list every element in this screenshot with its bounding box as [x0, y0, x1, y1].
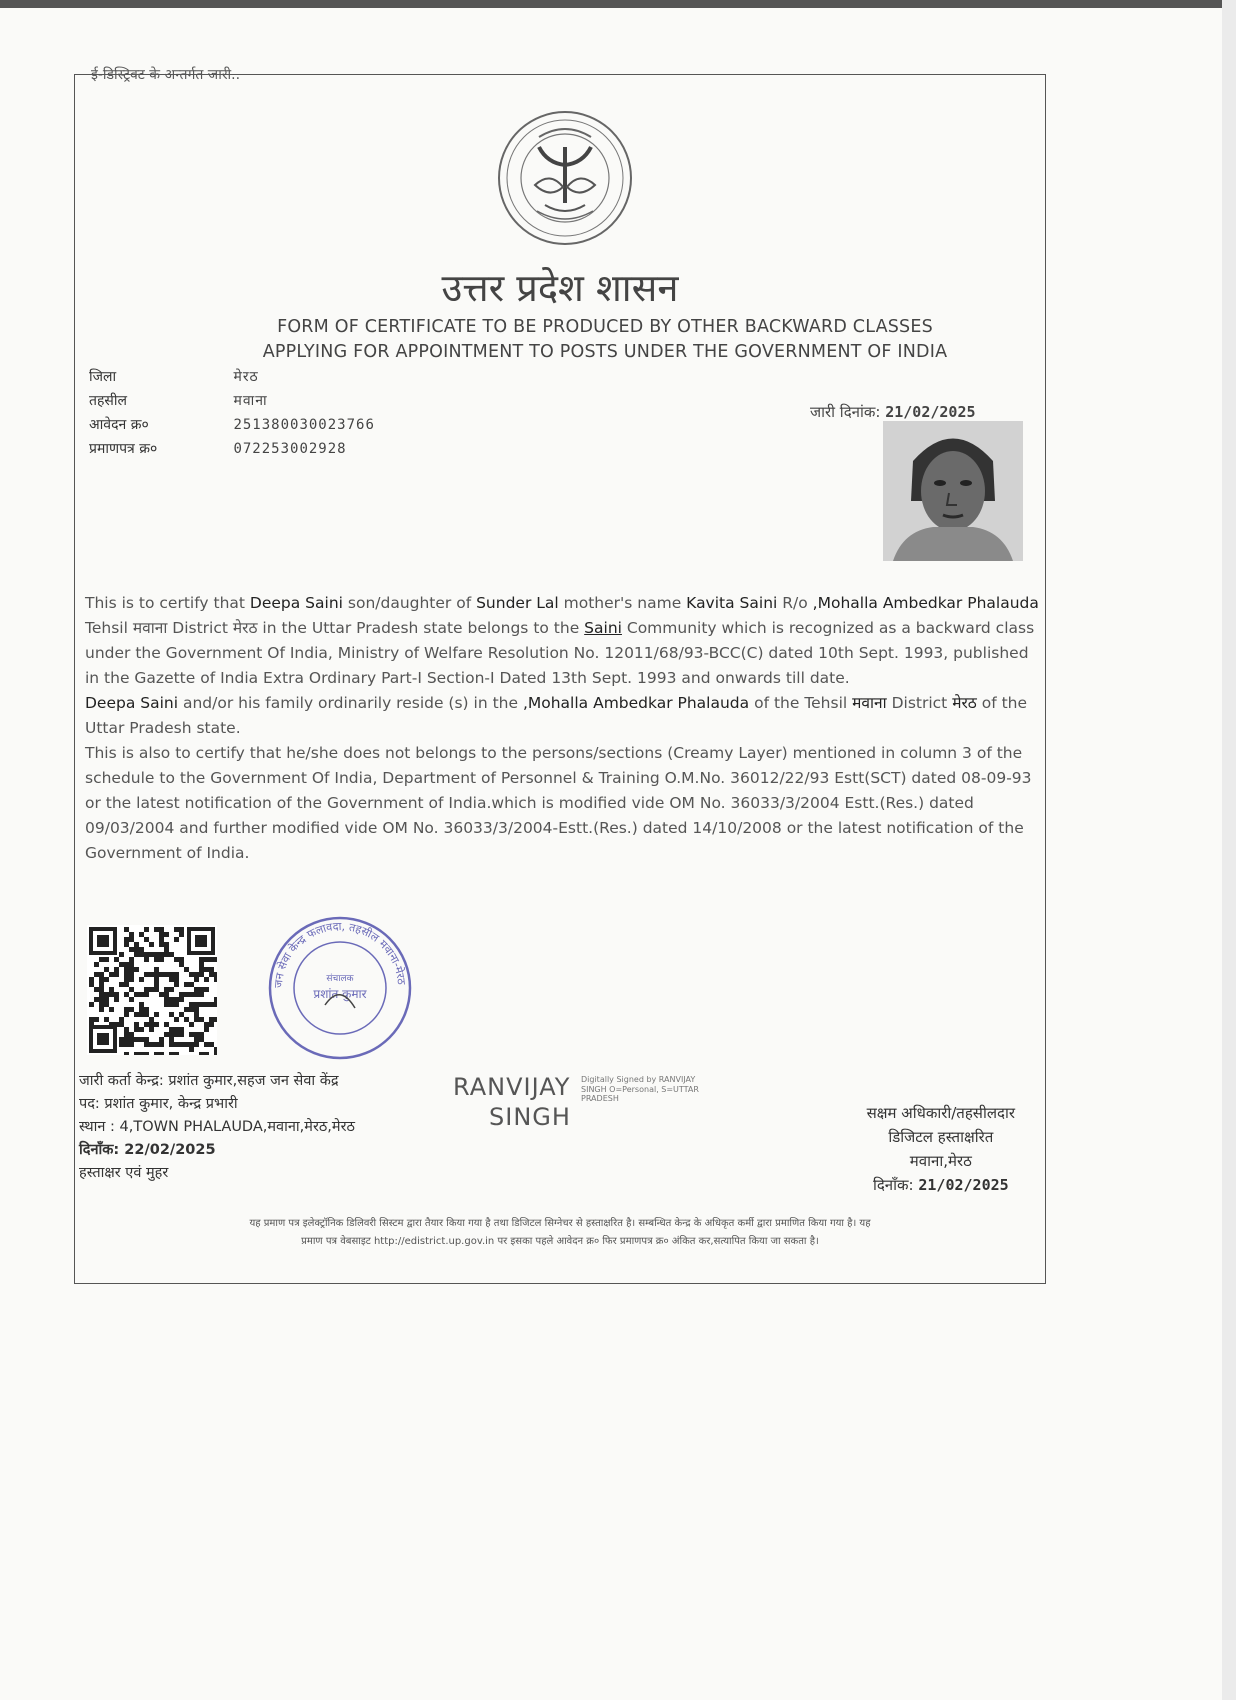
issuer-center: जारी कर्ता केन्द्र: प्रशांत कुमार,सहज जन सेवा केंद्र — [79, 1073, 339, 1089]
officer-title: सक्षम अधिकारी/तहसीलदार — [866, 1104, 1015, 1122]
tehsil-row — [89, 389, 375, 413]
certificate-row — [89, 437, 375, 461]
form-title-line-2: APPLYING FOR APPOINTMENT TO POSTS UNDER THE GOVERNMENT OF INDIA — [262, 342, 948, 362]
sig-info-line: Digitally Signed by RANVIJAY — [581, 1075, 696, 1084]
signer-name-line-2: SINGH — [489, 1103, 571, 1131]
text: mother's name — [558, 594, 687, 612]
scan-edge-right — [1222, 0, 1236, 1700]
text: son/daughter of — [342, 594, 477, 612]
up-government-emblem-icon — [495, 107, 635, 249]
text: Tehsil — [85, 619, 133, 637]
seal-outer-text: जन सेवा केन्द्र फलावदा, तहसील मवाना-मेरठ — [271, 919, 408, 989]
officer-date-label: दिनाँक: — [872, 1176, 914, 1194]
community-name: Saini — [584, 619, 622, 637]
qr-code-icon — [87, 925, 217, 1055]
competent-officer — [867, 1101, 1015, 1197]
footer-line-1: यह प्रमाण पत्र इलेक्ट्रॉनिक डिलिवरी सिस्टम द्वारा तैयार किया गया है तथा डिजिटल सिग्नेचर से हस्ताक्षरित है। सम्बन्धित केन्द्र के अधिकृत कर्मी द्वारा प्रमाणित किया गया है। यह — [249, 1218, 871, 1229]
officer-date — [867, 1173, 1015, 1197]
text: R/o — [777, 594, 813, 612]
application-label: आवेदन क्र० — [89, 417, 149, 433]
applicant-photo — [883, 421, 1023, 561]
district-name: मेरठ — [232, 619, 258, 637]
officer-place: मवाना,मेरठ — [909, 1152, 972, 1170]
scan-edge-top — [0, 0, 1236, 8]
form-title — [185, 315, 1025, 365]
paragraph-creamy-layer: This is also to certify that he/she does not belongs to the persons/sections (Creamy Layer) mentioned in column 3 of the schedule to the Government Of India, Department of Personnel & Training O.M.No. 36012/22/93 Estt(SCT) dated 08-09-93 or the latest notification of the Government of India.which is modified vide OM No. 36033/3/2004 Estt.(Res.) dated 09/03/2004 and further modified vide OM No. 36033/3/2004-Estt.(Res.) dated 14/10/2008 or the latest notification of the Government of India. — [85, 744, 1032, 862]
tehsil-name: मवाना — [132, 619, 168, 637]
digital-signature-info — [581, 1075, 699, 1104]
issued-under-note: ई-डिस्ट्रिक्ट के अन्तर्गत जारी.. — [91, 67, 241, 83]
seal-inner-top: संचालक — [326, 974, 354, 984]
certificate-frame — [74, 67, 1046, 1284]
text: District — [167, 619, 233, 637]
text: of the Tehsil — [749, 694, 853, 712]
round-seal-icon — [265, 913, 415, 1063]
certificate-number: 072253002928 — [233, 441, 347, 457]
district-row — [89, 365, 375, 389]
application-row — [89, 413, 375, 437]
issuer-sign-seal: हस्ताक्षर एवं मुहर — [79, 1165, 169, 1181]
issuer-place: स्थान : 4,TOWN PHALAUDA,मवाना,मेरठ,मेरठ — [79, 1119, 355, 1135]
government-title: उत्तर प्रदेश शासन — [441, 266, 679, 310]
text: Community which is recognized as a backward class under the Government Of India, Ministry of Welfare Resolution No. 12011/68/93-BCC(C) dated 10th Sept. 1993, published in the Gazette of India Extra Ordinary Part-I Section-I Dated 13th Sept. 1993 and onwards till date. — [85, 619, 1035, 687]
application-number: 251380030023766 — [233, 417, 375, 433]
tehsil-name: मवाना — [852, 694, 887, 712]
signer-name-line-1: RANVIJAY — [453, 1073, 571, 1101]
issue-date — [810, 402, 976, 422]
district-value: मेरठ — [233, 369, 259, 385]
tehsil-value: मवाना — [233, 393, 268, 409]
digital-signature — [453, 1073, 753, 1133]
form-title-line-1: FORM OF CERTIFICATE TO BE PRODUCED BY OTHER BACKWARD CLASSES — [277, 317, 933, 337]
residence-address: ,Mohalla Ambedkar Phalauda — [522, 694, 750, 712]
issuer-date-value: 22/02/2025 — [124, 1142, 216, 1158]
issuer-post: पद: प्रशांत कुमार, केन्द्र प्रभारी — [79, 1096, 238, 1112]
footer-line-2: प्रमाण पत्र वेबसाइट http://edistrict.up.gov.in पर इसका पहले आवेदन क्र० फिर प्रमाणपत्र क्र० अंकित कर,सत्यापित किया जा सकता है। — [301, 1236, 819, 1247]
father-name: Sunder Lal — [476, 594, 559, 612]
mother-name: Kavita Saini — [686, 594, 778, 612]
issuer-date — [79, 1139, 355, 1162]
residence-address: ,Mohalla Ambedkar Phalauda — [812, 594, 1039, 612]
issue-date-value: 21/02/2025 — [885, 403, 976, 421]
paragraph-certification — [85, 591, 1040, 691]
issuer-date-label: दिनाँक: — [79, 1142, 120, 1158]
certificate-meta — [89, 365, 375, 461]
sig-info-line: PRADESH — [581, 1094, 619, 1103]
text: District — [886, 694, 953, 712]
certificate-body — [85, 591, 1040, 866]
paragraph-residence — [85, 691, 1040, 741]
text: This is to certify that — [85, 594, 250, 612]
officer-digital: डिजिटल हस्ताक्षरित — [888, 1128, 994, 1146]
officer-date-value: 21/02/2025 — [918, 1176, 1009, 1194]
applicant-name: Deepa Saini — [85, 694, 179, 712]
district-name: मेरठ — [952, 694, 977, 712]
tehsil-label: तहसील — [89, 393, 127, 409]
text: in the Uttar Pradesh state belongs to the — [257, 619, 585, 637]
verification-footer — [85, 1215, 1035, 1251]
certificate-label: प्रमाणपत्र क्र० — [89, 441, 158, 457]
issuing-center — [79, 1070, 355, 1185]
text: and/or his family ordinarily reside (s) in the — [178, 694, 523, 712]
issue-date-label: जारी दिनांक: — [810, 403, 881, 421]
district-label: जिला — [89, 369, 117, 385]
text: of the Uttar Pradesh state. — [85, 694, 1028, 737]
seal-inner-name: प्रशांत कुमार — [313, 987, 367, 1001]
sig-info-line: SINGH O=Personal, S=UTTAR — [581, 1084, 699, 1094]
applicant-name: Deepa Saini — [249, 594, 343, 612]
